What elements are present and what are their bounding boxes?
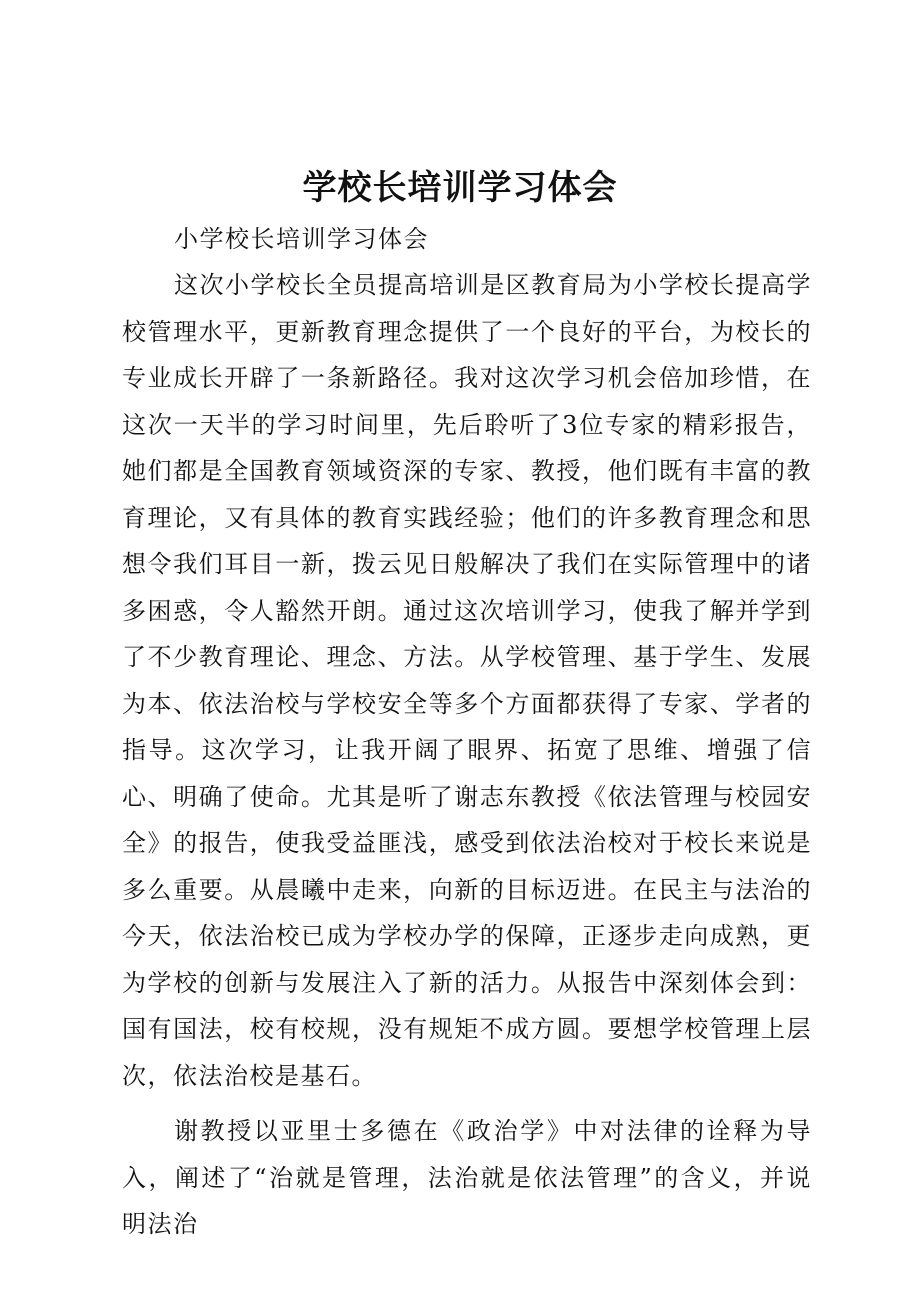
- body-paragraph-1: 这次小学校长全员提高培训是区教育局为小学校长提高学校管理水平，更新教育理念提供了一个良好的平台，为校长的专业成长开辟了一条新路径。我对这次学习机会倍加珍惜，在这次一天半的学习时间里，先后聆听了3位专家的精彩报告，她们都是全国教育领域资深的专家、教授，他们既有丰富的教育理论，又有具体的教育实践经验；他们的许多教育理念和思想令我们耳目一新，拨云见日般解决了我们在实际管理中的诸多困惑，令人豁然开朗。通过这次培训学习，使我了解并学到了不少教育理论、理念、方法。从学校管理、基于学生、发展为本、依法治校与学校安全等多个方面都获得了专家、学者的指导。这次学习，让我开阔了眼界、拓宽了思维、增强了信心、明确了使命。尤其是听了谢志东教授《依法管理与校园安全》的报告，使我受益匪浅，感受到依法治校对于校长来说是多么重要。从晨曦中走来，向新的目标迈进。在民主与法治的今天，依法治校已成为学校办学的保障，正逐步走向成熟，更为学校的创新与发展注入了新的活力。从报告中深刻体会到：国有国法，校有校规，没有规矩不成方圆。要想学校管理上层次，依法治校是基石。: [122, 271, 812, 1090]
- body-paragraph-2: 谢教授以亚里士多德在《政治学》中对法律的诠释为导入，阐述了“治就是管理，法治就是依法管理”的含义，并说明法治: [122, 1117, 812, 1238]
- document-body: [122, 216, 812, 1248]
- document-title: 学校长培训学习体会: [302, 168, 618, 208]
- document-subtitle: 小学校长培训学习体会: [174, 225, 429, 253]
